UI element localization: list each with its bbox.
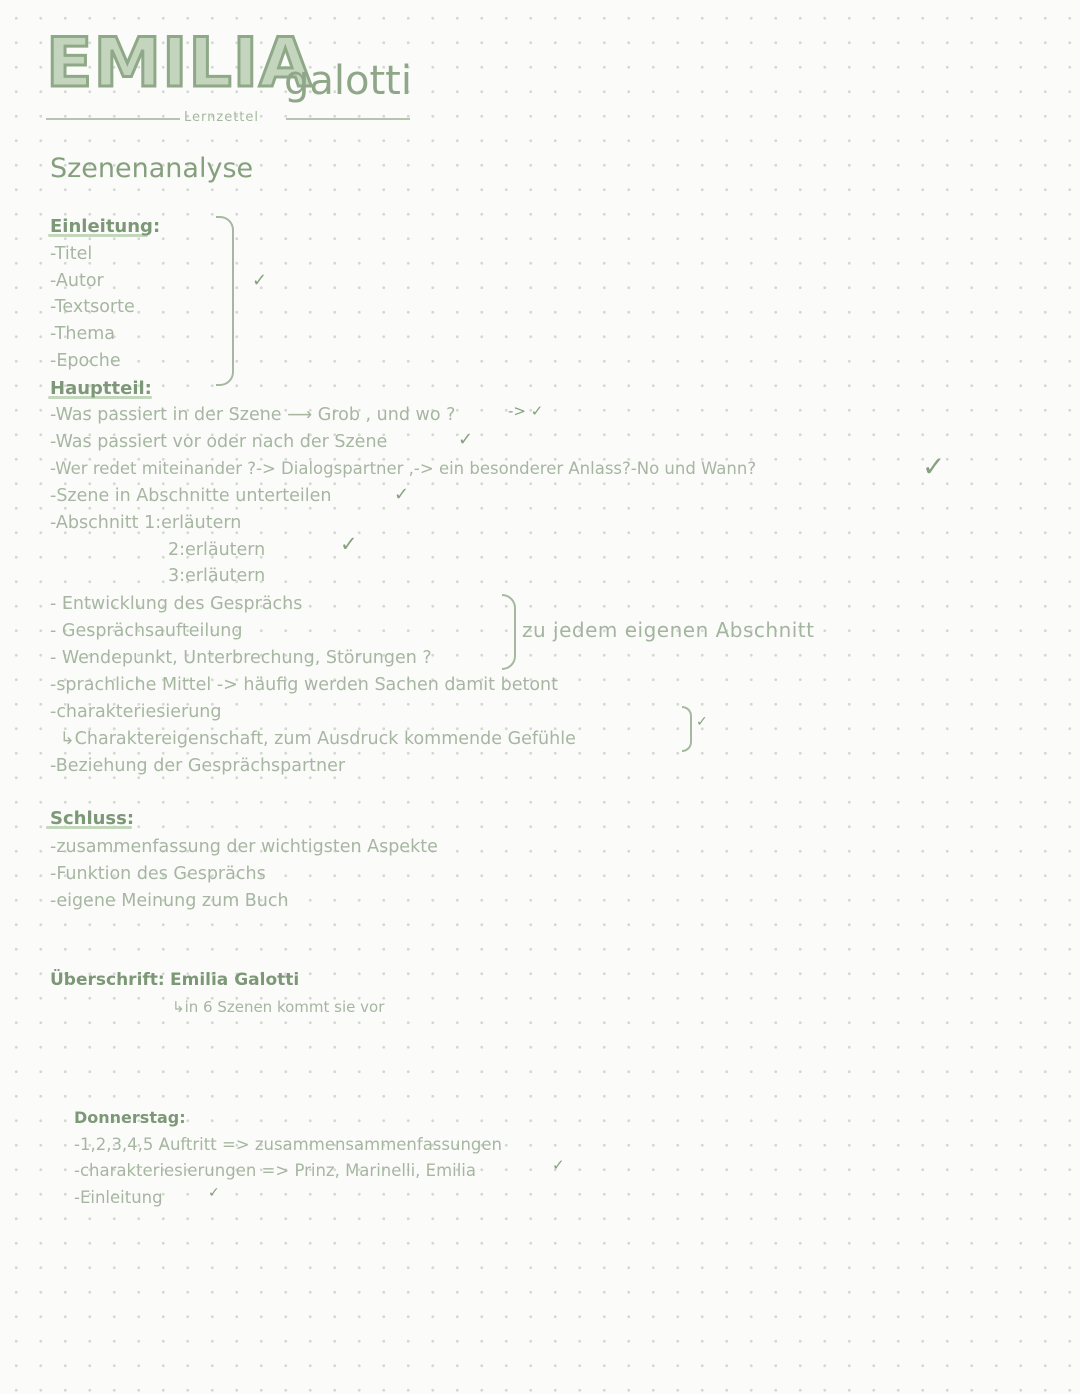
hauptteil-line-14: -Beziehung der Gesprächspartner	[50, 756, 346, 776]
donnerstag-check-2: ✓	[552, 1156, 565, 1174]
hauptteil-line-10: - Wendepunkt, Unterbrechung, Störungen ?	[50, 648, 432, 668]
hauptteil-line-3: -Wer redet miteinander ?-> Dialogspartner ,-> ein besonderer Anlass?-No und Wann?	[50, 459, 757, 478]
einleitung-item-titel: -Titel	[50, 244, 93, 264]
einleitung-item-thema: -Thema	[50, 324, 116, 344]
hauptteil-line-1: -Was passiert in der Szene ⟶ Grob , und wo ?	[50, 405, 456, 425]
hauptteil-brace	[502, 594, 516, 670]
donnerstag-heading: Donnerstag:	[74, 1108, 186, 1127]
ueberschrift-label: Überschrift:	[50, 970, 165, 990]
einleitung-heading: Einleitung:	[50, 216, 161, 237]
hauptteil-check-3: ✓	[922, 450, 946, 483]
hauptteil-check-6: ✓	[340, 532, 358, 556]
einleitung-item-epoche: -Epoche	[50, 351, 121, 371]
donnerstag-line-1: -1,2,3,4,5 Auftritt => zusammensammenfassungen	[74, 1135, 503, 1154]
title-emilia: EMILIA	[46, 24, 313, 103]
schluss-item-3: -eigene Meinung zum Buch	[50, 891, 289, 911]
header-rule-right	[286, 118, 410, 120]
donnerstag-check-3: ✓	[208, 1185, 220, 1201]
einleitung-check: ✓	[252, 270, 268, 291]
donnerstag-line-3: -Einleitung	[74, 1188, 163, 1207]
hauptteil-line-6: 2:erläutern	[168, 540, 266, 560]
hauptteil-line-12: -charakteriesierung	[50, 702, 222, 722]
hauptteil-line-8: - Entwicklung des Gesprächs	[50, 594, 303, 614]
ueberschrift-sub: ↳in 6 Szenen kommt sie vor	[172, 998, 385, 1016]
hauptteil-check-2: ✓	[458, 429, 474, 450]
hauptteil-line-5: -Abschnitt 1:erläutern	[50, 513, 242, 533]
einleitung-brace	[216, 216, 234, 386]
schluss-heading: Schluss:	[50, 808, 135, 829]
hauptteil-line-2: -Was passiert vor oder nach der Szene	[50, 432, 388, 452]
donnerstag-line-2: -charakteriesierungen => Prinz, Marinelli, Emilia	[74, 1161, 477, 1180]
einleitung-item-autor: -Autor	[50, 271, 104, 291]
lernzettel-label: Lernzettel	[184, 110, 259, 125]
header-rule-left	[46, 118, 180, 120]
hauptteil-check-1: -> ✓	[508, 402, 544, 420]
schluss-item-2: -Funktion des Gesprächs	[50, 864, 266, 884]
charakter-brace	[682, 706, 692, 752]
group-note: zu jedem eigenen Abschnitt	[522, 618, 815, 642]
hauptteil-line-4: -Szene in Abschnitte unterteilen	[50, 486, 332, 506]
einleitung-item-textsorte: -Textsorte	[50, 297, 135, 317]
hauptteil-check-13: ✓	[696, 714, 708, 730]
hauptteil-line-9: - Gesprächsaufteilung	[50, 621, 243, 641]
hauptteil-check-4: ✓	[394, 484, 410, 505]
section-title: Szenenanalyse	[50, 153, 254, 184]
title-galotti: galotti	[284, 58, 412, 104]
hauptteil-heading: Hauptteil:	[50, 378, 152, 399]
ueberschrift-value: Emilia Galotti	[170, 970, 300, 990]
hauptteil-line-11: -sprachliche Mittel -> häufig werden Sachen damit betont	[50, 675, 558, 695]
hauptteil-line-7: 3:erläutern	[168, 566, 266, 586]
hauptteil-line-13: ↳Charaktereigenschaft, zum Ausdruck kommende Gefühle	[60, 729, 576, 749]
schluss-item-1: -zusammenfassung der wichtigsten Aspekte	[50, 837, 438, 857]
